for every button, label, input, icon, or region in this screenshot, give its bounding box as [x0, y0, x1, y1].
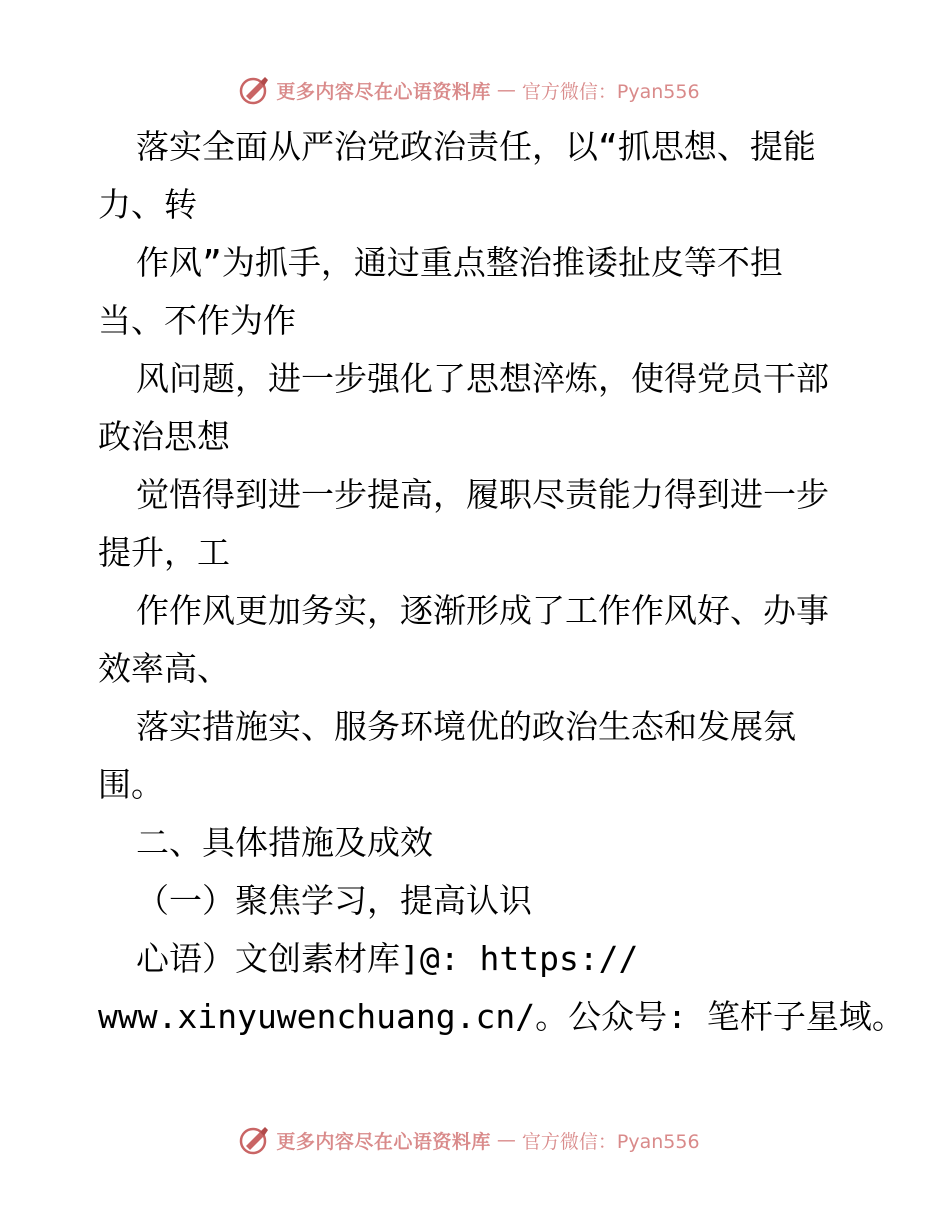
body-line: 作作风更加务实，逐渐形成了工作作风好、办事	[136, 591, 829, 630]
source-line: 心语）文创素材库]@: https://	[136, 939, 639, 978]
watermark-wechat-text: 官方微信：Pyan556	[521, 1130, 700, 1153]
body-line: 效率高、	[98, 649, 230, 688]
body-line: 力、转	[98, 185, 197, 224]
pen-seal-icon	[238, 74, 270, 106]
footer-watermark-content	[238, 1124, 699, 1156]
section-heading: 二、具体措施及成效	[136, 823, 433, 862]
body-line: 落实全面从严治党政治责任，以“抓思想、提能	[136, 127, 816, 166]
body-line: 提升，工	[98, 533, 230, 572]
header-watermark-content	[238, 74, 699, 106]
watermark-main-text: 更多内容尽在心语资料库	[276, 1130, 491, 1153]
body-line: 风问题，进一步强化了思想淬炼，使得党员干部	[136, 359, 829, 398]
watermark-separator: —	[496, 1129, 516, 1151]
body-line: 围。	[98, 765, 164, 804]
body-line: 当、不作为作	[98, 301, 296, 340]
body-line: 落实措施实、服务环境优的政治生态和发展氛	[136, 707, 796, 746]
watermark-wechat-text: 官方微信：Pyan556	[521, 80, 700, 103]
pen-seal-icon	[238, 1124, 270, 1156]
document-body	[98, 118, 905, 1046]
watermark-main-text: 更多内容尽在心语资料库	[276, 80, 491, 103]
body-line: 政治思想	[98, 417, 230, 456]
subsection-heading: （一）聚焦学习，提高认识	[136, 881, 532, 920]
watermark-separator: —	[496, 79, 516, 101]
footer-watermark	[0, 1120, 950, 1160]
source-url-line: www.xinyuwenchuang.cn/。公众号: 笔杆子星域。	[98, 997, 905, 1036]
body-line: 觉悟得到进一步提高，履职尽责能力得到进一步	[136, 475, 829, 514]
header-watermark	[0, 70, 950, 110]
body-line: 作风”为抓手，通过重点整治推诿扯皮等不担	[136, 243, 783, 282]
